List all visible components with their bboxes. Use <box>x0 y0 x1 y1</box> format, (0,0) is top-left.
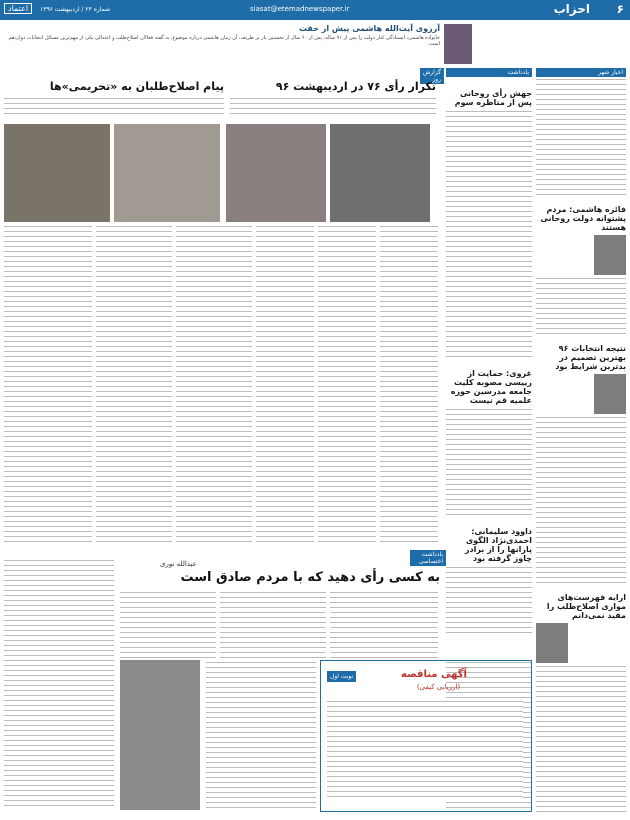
jump-text <box>446 111 532 361</box>
bottom-col-1 <box>330 592 438 658</box>
body-col-5 <box>96 226 172 544</box>
body-col-3 <box>256 226 314 544</box>
ad-tag: نوبت اول <box>327 671 356 682</box>
page-number: ۶ <box>616 2 624 16</box>
bottom-left-text <box>4 560 114 810</box>
bottom-col-3 <box>120 592 216 658</box>
top-story-label: گزارش روز <box>420 68 444 84</box>
lead-title: آرزوی آیت‌الله هاشمی پیش از حفت <box>298 24 440 33</box>
portrait-aref <box>226 124 326 222</box>
body-col-1 <box>380 226 438 544</box>
issue-info: شماره ۲۳ / اردیبهشت ۱۳۹۶ <box>40 6 111 13</box>
lists-photo <box>536 623 568 663</box>
brief-lines <box>536 79 626 199</box>
portrait-haghani <box>4 124 110 222</box>
body-col-6 <box>4 226 92 544</box>
ad-text <box>327 701 523 801</box>
bottom-col-2 <box>220 592 326 658</box>
gharavi-text <box>446 409 532 519</box>
tender-ad <box>320 660 532 812</box>
story-lists: ارایه فهرست‌های موازی اصلاح‌طلب را مفید نمی‌دانم <box>546 593 626 620</box>
story-jump: جهش رأی روحانی پس از مناظره سوم <box>454 89 532 107</box>
photo-story-title: پیام اصلاح‌طلبان به «تحریمی»ها <box>49 80 224 93</box>
photo-story-lead <box>4 98 224 116</box>
top-story-title: تکرار رأی ۷۶ در اردیبهشت ۹۶ <box>275 80 436 93</box>
body-col-2 <box>318 226 376 544</box>
story-election: نتیجه انتخابات ۹۶ بهترین تصمیم در بدترین شرایط بود <box>555 344 626 371</box>
story-soleimani: داوود سلیمانی: احمدی‌نژاد الگوی پارانها را از برادر چاوز گرفته بود <box>464 527 532 563</box>
lead-body: خانواده هاشمی، ایستادگی کنار دولت را پس از ۷۱ ساله، پس از ۶۰ سال از نخستین بار بر ظریف، آن زمان هاشمی درباره موضوع، به گفته فعالان اصلاح‌طلب و اعتدالی یکی از مهم‌ترین مسائل انتخابات دوازدهم است. <box>8 35 440 47</box>
second-header: یادداشت <box>446 68 532 77</box>
site-address[interactable]: siasat@etemadnewspaper.ir <box>250 5 350 13</box>
ad-subtitle: (ارزیابی کیفی) <box>417 683 461 691</box>
top-story-lead <box>230 98 436 116</box>
portrait-najafi <box>330 124 430 222</box>
faezeh-text <box>536 278 626 338</box>
cleric-photo <box>594 374 626 414</box>
paper-logo: اعتماد <box>4 3 32 14</box>
nouri-photo <box>120 660 200 810</box>
soleimani-text <box>446 567 532 637</box>
lists-text <box>536 666 626 816</box>
story-gharavi: غروی: حمایت از رییسی مصوبه کلیت جامعه مدرسین حوزه علمیه قم نیست <box>450 369 532 405</box>
lead-photo <box>444 24 472 64</box>
right-header: اخبار شهر <box>536 68 626 77</box>
body-col-4 <box>176 226 252 544</box>
bottom-story-label: یادداشت اختصاصی <box>410 550 446 566</box>
right-column <box>536 68 626 820</box>
faezeh-photo <box>594 235 626 275</box>
second-column <box>446 68 532 658</box>
ad-title: آگهی مناقصه <box>401 669 467 680</box>
portrait-elder <box>114 124 220 222</box>
bottom-story-author: عبدالله نوری <box>160 560 197 568</box>
story-faezeh: فائزه هاشمی: مردم پشتوانه دولت روحانی هستند <box>540 205 626 232</box>
bottom-mid-text <box>206 662 316 810</box>
bottom-story-title: به کسی رأی دهید که با مردم صادق است <box>180 570 440 585</box>
election-text <box>536 417 626 587</box>
top-bar <box>0 0 630 20</box>
lead-story <box>4 24 440 72</box>
section-title: احزاب <box>553 2 590 16</box>
